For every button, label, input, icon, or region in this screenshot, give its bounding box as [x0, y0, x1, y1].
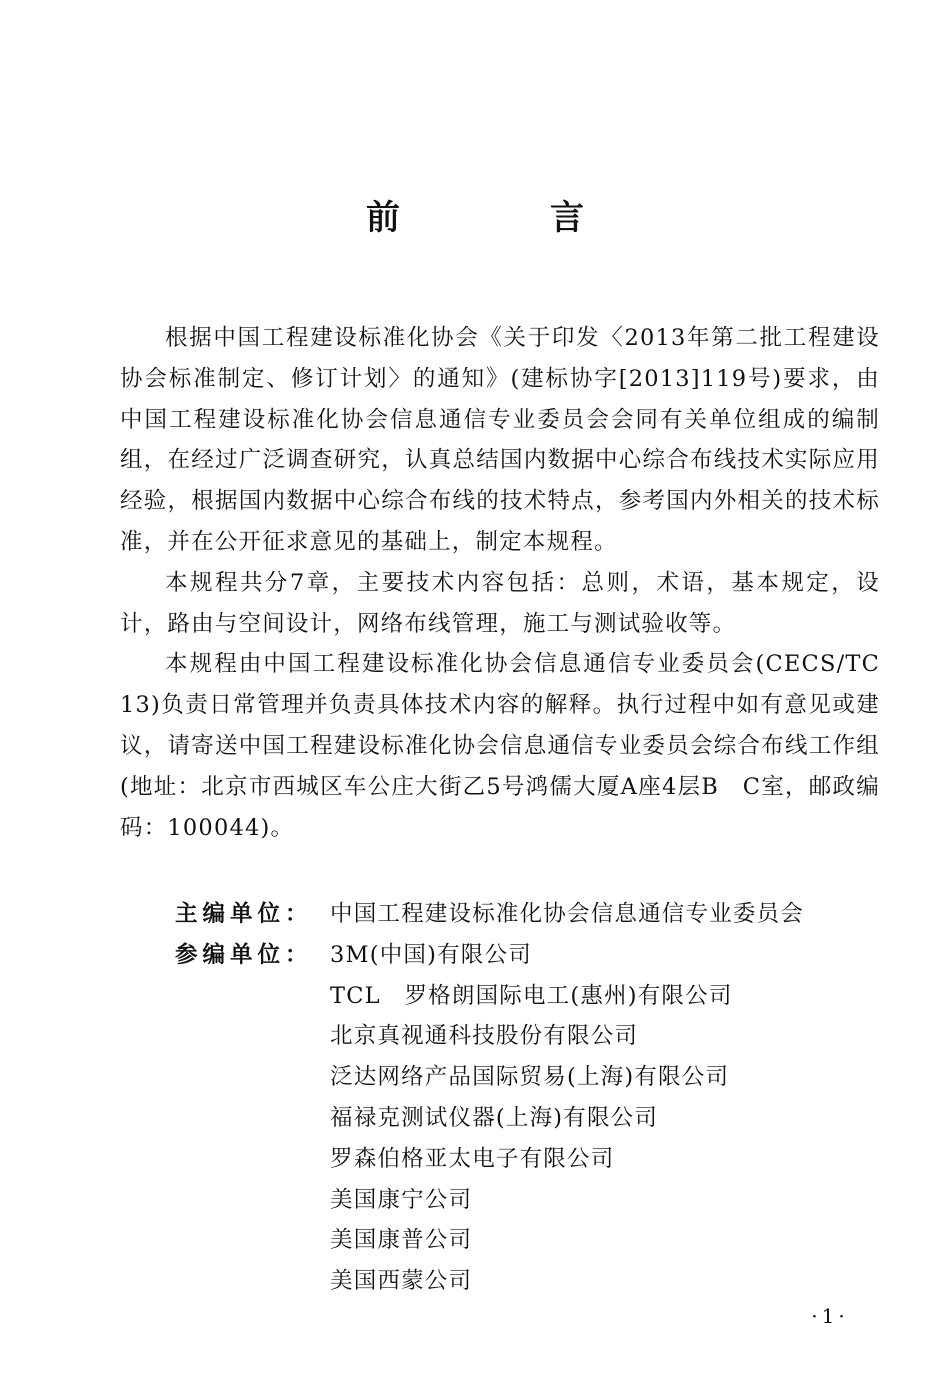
participants-row — [120, 935, 880, 976]
page-number: ·1· — [811, 1304, 849, 1328]
participant-item: 美国康宁公司 — [330, 1186, 473, 1213]
paragraph-management: 本规程由中国工程建设标准化协会信息通信专业委员会(CECS/TC 13)负责日常管理并负责具体技术内容的解释。执行过程中如有意见或建议，请寄送中国工程建设标准化协会信息通信专业委员会综合布线工作组(地址：北京市西城区车公庄大街乙5号鸿儒大厦A座4层B C室，邮政编码：100044)。 — [120, 651, 880, 841]
participant-item: 罗森伯格亚太电子有限公司 — [330, 1145, 615, 1172]
participant-item: 美国康普公司 — [330, 1227, 473, 1254]
participant-item: 北京真视通科技股份有限公司 — [330, 1023, 639, 1050]
chief-editor-row — [120, 894, 880, 935]
participants-label: 参编单位： — [175, 941, 313, 968]
chief-editor-label: 主编单位： — [175, 901, 313, 927]
paragraph-contents: 本规程共分7章，主要技术内容包括：总则，术语，基本规定，设计，路由与空间设计，网络布线管理，施工与测试验收等。 — [120, 569, 880, 637]
preface-body — [120, 318, 880, 848]
participants-list — [120, 976, 880, 1302]
participant-item: 福禄克测试仪器(上海)有限公司 — [330, 1104, 659, 1131]
page-title: 前 言 — [366, 198, 642, 238]
participant-item: 美国西蒙公司 — [330, 1268, 473, 1295]
participant-item: 泛达网络产品国际贸易(上海)有限公司 — [330, 1064, 730, 1091]
editor-units — [120, 894, 880, 1302]
participant-item: 3M(中国)有限公司 — [330, 941, 532, 968]
participant-item: TCL 罗格朗国际电工(惠州)有限公司 — [330, 982, 733, 1009]
chief-editor-value: 中国工程建设标准化协会信息通信专业委员会 — [330, 901, 805, 927]
paragraph-background: 根据中国工程建设标准化协会《关于印发〈2013年第二批工程建设协会标准制定、修订计划〉的通知》(建标协字[2013]119号)要求，由中国工程建设标准化协会信息通信专业委员会会同有关单位组成的编制组，在经过广泛调查研究，认真总结国内数据中心综合布线技术实际应用经验，根据国内数据中心综合布线的技术特点，参考国内外相关的技术标准，并在公开征求意见的基础上，制定本规程。 — [120, 325, 880, 555]
